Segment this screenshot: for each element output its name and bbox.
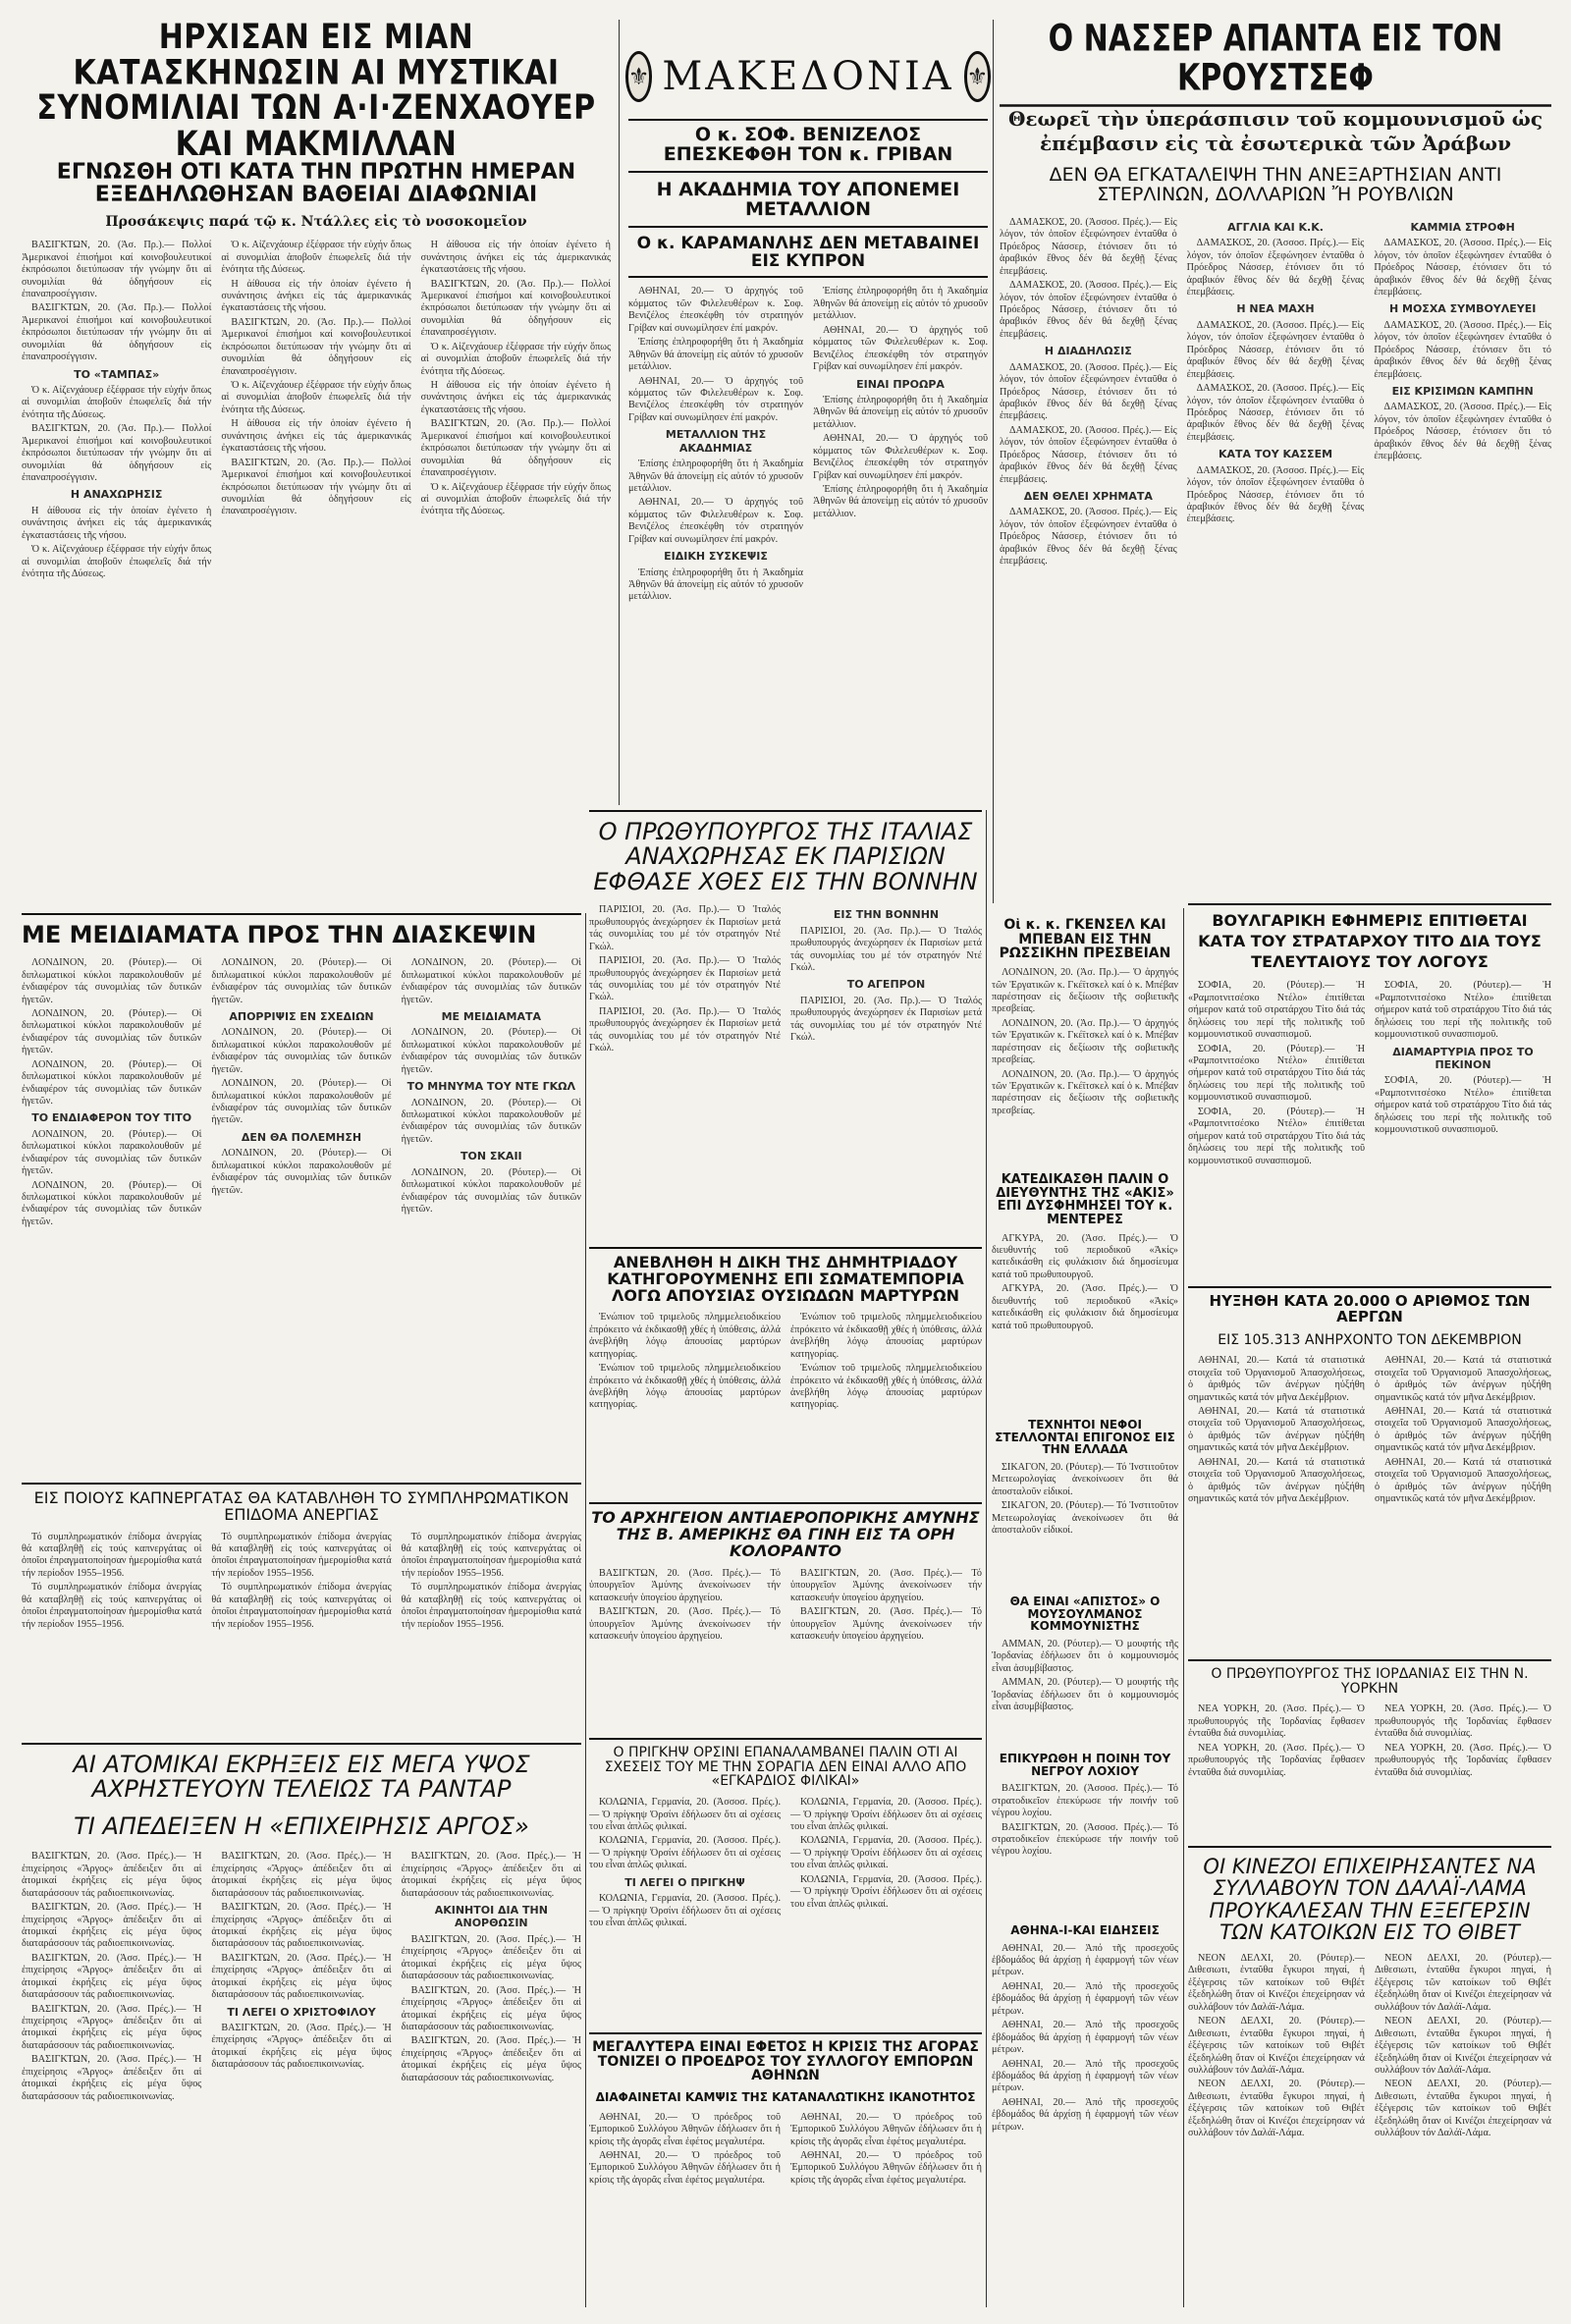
paragraph: ΒΑΣΙΓΚΤΩΝ, 20. (Ἀσσ. Πρές.).— Ἡ ἐπιχείρησις «Ἄργος» ἀπέδειξεν ὅτι αἱ ἀτομικαί ἐκρήξεις εἰς μέγα ὕψος διαταράσσουν τάς ραδιοεπικοινωνίας. bbox=[22, 2003, 202, 2051]
headline-sergeant: ΕΠΙΚΥΡΩΘΗ Η ΠΟΙΝΗ ΤΟΥ ΝΕΓΡΟΥ ΛΟΧΙΟΥ bbox=[999, 1753, 1171, 1778]
paragraph: ΒΑΣΙΓΚΤΩΝ, 20. (Ἀσ. Πρ.).— Πολλοί Ἀμερικανοί ἐπισήμοι καί κοινοβουλευτικοί ἐκπρόσωποι διετύπωσαν τήν γνώμην ὅτι αἱ συνομιλίαι θά ὁδηγήσουν εἰς ἐπαναπροσέγγισιν. bbox=[22, 423, 212, 484]
section-head: ΚΑΜΜΙΑ ΣΤΡΟΦΗ bbox=[1410, 220, 1515, 234]
section-head: ΑΚΙΝΗΤΟΙ ΔΙΑ ΤΗΝ ΑΝΟΡΘΩΣΙΝ bbox=[434, 1904, 548, 1930]
paragraph: Ἐνώπιον τοῦ τριμελοῦς πλημμελειοδικείου ἐπρόκειτο νά ἐκδικασθῇ χθές ἡ ὑπόθεσις, ἀλλά ἀνεβλήθη λόγῳ ἀπουσίας μαρτύρων κατηγορίας. bbox=[790, 1312, 982, 1360]
paragraph: Η ἀίθουσα εἰς τήν ὁποίαν ἐγένετο ἡ συνάντησις ἀνήκει εἰς τάς ἀμερικανικάς ἐγκαταστάσεις τῆς νήσου. bbox=[420, 380, 611, 415]
headline-athens-news: ΑΘΗΝΑ-Ι-ΚΑΙ ΕΙΔΗΣΕΙΣ bbox=[1010, 1924, 1160, 1937]
paragraph: ΝΕΟΝ ΔΕΛΧΙ, 20. (Ρόυτερ).— Διθεσιωτι, ἐνταῦθα ἔγκυροι πηγαί, ἡ ἐξέγερσις τῶν κατοίκων τοῦ Θιβέτ ἐξεδηλώθη ὅταν οἱ Κινέζοι ἐπεχείρησαν νά συλλάβουν τόν Δαλάϊ-Λάμα. bbox=[1375, 1953, 1551, 2013]
article-akis bbox=[992, 1173, 1178, 1409]
headline-clouds: ΤΕΧΝΗΤΟΙ ΝΕΦΟΙ ΣΤΕΛΛΟΝΤΑΙ ΕΠΙΓΟΝΟΣ ΕΙΣ ΤΗΝ ΕΛΛΑΔΑ bbox=[995, 1419, 1175, 1457]
article-market bbox=[589, 2032, 982, 2307]
article-italy bbox=[589, 810, 982, 1134]
headline-karamanlis: Ο κ. ΚΑΡΑΜΑΝΛΗΣ ΔΕΝ ΜΕΤΑΒΑΙΝΕΙ ΕΙΣ ΚΥΠΡΟΝ bbox=[628, 236, 988, 279]
section-head: ΚΑΤΑ ΤΟΥ ΚΑΣΣΕΜ bbox=[1218, 448, 1333, 461]
headline-summit: ΗΡΧΙΣΑΝ ΕΙΣ ΜΙΑΝ ΚΑΤΑΣΚΗΝΩΣΙΝ ΑΙ ΜΥΣΤΙΚΑΙ ΣΥΝΟΜΙΛΙΑΙ ΤΩΝ Α·Ι·ΖΕΝΧΑΟΥΕΡ ΚΑΙ ΜΑΚΜΙΛΛΑΝ bbox=[36, 20, 596, 164]
section-head: Η ΔΙΑΔΗΛΩΣΙΣ bbox=[1044, 345, 1132, 358]
paragraph: Ὁ κ. Αἰζενχάουερ ἐξέφρασε τήν εὐχήν ὅπως αἱ συνομιλίαι ἀποβοῦν ἐπωφελεῖς διά τήν ἑνότητα τῆς Δύσεως. bbox=[221, 380, 411, 415]
paragraph: ΑΜΜΑΝ, 20. (Ρόυτερ).— Ὁ μουφτής τῆς Ἰορδανίας ἐδήλωσεν ὅτι ὁ κομμουνισμός εἶναι ἀσυμβίβαστος. bbox=[992, 1677, 1178, 1712]
section-head: ΕΙΣ ΤΗΝ ΒΟΝΝΗΝ bbox=[833, 908, 940, 922]
paragraph: ΔΑΜΑΣΚΟΣ, 20. (Ἀσσοσ. Πρές.).— Εἰς λόγον, τόν ὁποῖον ἐξεφώνησεν ἐνταῦθα ὁ Πρόεδρος Νάσσερ, ἐτόνισεν ὅτι τό ἀραβικόν ἔθνος δέν θά δεχθῇ ξένας ἐπεμβάσεις. bbox=[1374, 238, 1551, 298]
body-nasser bbox=[1000, 217, 1551, 570]
body-akis bbox=[992, 1233, 1178, 1333]
article-clouds bbox=[992, 1419, 1178, 1591]
paragraph: ΑΘΗΝΑΙ, 20.— Ὁ ἀρχηγός τοῦ κόμματος τῶν Φιλελευθέρων κ. Σοφ. Βενιζέλος ἐπεσκέφθη τόν στρατηγόν Γρίβαν καί συνωμίλησεν ἐπί μακρόν. bbox=[628, 497, 803, 545]
paragraph: ΒΑΣΙΓΚΤΩΝ, 20. (Ἀσ. Πρ.).— Πολλοί Ἀμερικανοί ἐπισήμοι καί κοινοβουλευτικοί ἐκπρόσωποι διετύπωσαν τήν γνώμην ὅτι αἱ συνομιλίαι θά ὁδηγήσουν εἰς ἐπαναπροσέγγισιν. bbox=[420, 278, 611, 339]
paragraph: ΔΑΜΑΣΚΟΣ, 20. (Ἀσσοσ. Πρές.).— Εἰς λόγον, τόν ὁποῖον ἐξεφώνησεν ἐνταῦθα ὁ Πρόεδρος Νάσσερ, ἐτόνισεν ὅτι τό ἀραβικόν ἔθνος δέν θά δεχθῇ ξένας ἐπεμβάσεις. bbox=[1186, 383, 1365, 443]
paragraph: ΚΟΛΩΝΙΑ, Γερμανία, 20. (Ἀσσοσ. Πρές.).— Ὁ πρίγκηψ Ὀρσίνι ἐδήλωσεν ὅτι αἱ σχέσεις του εἶναι ἀπλῶς φιλικαί. bbox=[790, 1835, 982, 1871]
article-benefit bbox=[22, 1483, 581, 1728]
paragraph: ΒΑΣΙΓΚΤΩΝ, 20. (Ἀσσ. Πρές.).— Τό ὑπουργεῖον Ἀμύνης ἀνεκοίνωσεν τήν κατασκευήν ὑπογείου ἀρχηγείου. bbox=[790, 1606, 982, 1643]
article-bulgaria bbox=[1188, 903, 1551, 1276]
paragraph: Ὁ κ. Αἰζενχάουερ ἐξέφρασε τήν εὐχήν ὅπως αἱ συνομιλίαι ἀποβοῦν ἐπωφελεῖς διά τήν ἑνότητα τῆς Δύσεως. bbox=[221, 240, 411, 276]
article-orsini bbox=[589, 1738, 982, 2023]
headline-bulgaria: ΒΟΥΛΓΑΡΙΚΗ ΕΦΗΜΕΡΙΣ ΕΠΙΤΙΘΕΤΑΙ ΚΑΤΑ ΤΟΥ ΣΤΡΑΤΑΡΧΟΥ ΤΙΤΟ ΔΙΑ ΤΟΥΣ ΤΕΛΕΥΤΑΙΟΥΣ ΤΟΥ ΛΟΓΟΥΣ bbox=[1198, 911, 1542, 971]
paragraph: ΣΙΚΑΓΟΝ, 20. (Ρόυτερ).— Τό Ἰνστιτοῦτον Μετεωρολογίας ἀνεκοίνωσεν ὅτι θά ἀποσταλοῦν εἰδικοί. bbox=[992, 1500, 1178, 1536]
paragraph: ΠΑΡΙΣΙΟΙ, 20. (Ἀσ. Πρ.).— Ὁ Ἰταλός πρωθυπουργός ἀνεχώρησεν ἐκ Παρισίων μετά τάς συνομιλίας του μέ τόν στρατηγόν Ντέ Γκώλ. bbox=[790, 995, 982, 1044]
paragraph: ΒΑΣΙΓΚΤΩΝ, 20. (Ἀσ. Πρ.).— Πολλοί Ἀμερικανοί ἐπισήμοι καί κοινοβουλευτικοί ἐκπρόσωποι διετύπωσαν τήν γνώμην ὅτι αἱ συνομιλίαι θά ὁδηγήσουν εἰς ἐπαναπροσέγγισιν. bbox=[221, 316, 411, 377]
paragraph: ΚΟΛΩΝΙΑ, Γερμανία, 20. (Ἀσσοσ. Πρές.).— Ὁ πρίγκηψ Ὀρσίνι ἐδήλωσεν ὅτι αἱ σχέσεις του εἶναι ἀπλῶς φιλικαί. bbox=[589, 1835, 781, 1871]
paragraph: Τό συμπληρωματικόν ἐπίδομα ἀνεργίας θά καταβληθῇ εἰς τούς καπνεργάτας οἱ ὁποῖοι ἐπραγματοποίησαν ἡμερομίσθια κατά τήν περίοδον 1955–1956. bbox=[401, 1582, 581, 1630]
article-summit bbox=[22, 20, 611, 658]
paragraph: ΚΟΛΩΝΙΑ, Γερμανία, 20. (Ἀσσοσ. Πρές.).— Ὁ πρίγκηψ Ὀρσίνι ἐδήλωσεν ὅτι αἱ σχέσεις του εἶναι ἀπλῶς φιλικαί. bbox=[790, 1797, 982, 1832]
section-head: ΤΟΝ ΣΚΑΙΙ bbox=[460, 1150, 522, 1163]
paragraph: ΑΘΗΝΑΙ, 20.— Ἀπό τῆς προσεχοῦς ἑβδομάδος θά ἀρχίσῃ ἡ ἐφαρμογή τῶν νέων μέτρων. bbox=[992, 2096, 1178, 2133]
paragraph: ΒΑΣΙΓΚΤΩΝ, 20. (Ἀσσ. Πρές.).— Ἡ ἐπιχείρησις «Ἄργος» ἀπέδειξεν ὅτι αἱ ἀτομικαί ἐκρήξεις εἰς μέγα ὕψος διαταράσσουν τάς ραδιοεπικοινωνίας. bbox=[22, 1952, 202, 2001]
subhead-unemployed: ΕΙΣ 105.313 ΑΝΗΡΧΟΝΤΟ ΤΟΝ ΔΕΚΕΜΒΡΙΟΝ bbox=[1218, 1331, 1522, 1348]
headline-benefit: ΕΙΣ ΠΟΙΟΥΣ ΚΑΠΝΕΡΓΑΤΑΣ ΘΑ ΚΑΤΑΒΛΗΘΗ ΤΟ ΣΥΜΠΛΗΡΩΜΑΤΙΚΟΝ ΕΠΙΔΟΜΑ ΑΝΕΡΓΙΑΣ bbox=[33, 1488, 569, 1524]
paragraph: Ἐπίσης ἐπληροφορήθη ὅτι ἡ Ἀκαδημία Ἀθηνῶν θά ἀπονείμῃ εἰς αὐτόν τό χρυσοῦν μετάλλιον. bbox=[628, 567, 803, 603]
paragraph: ΑΘΗΝΑΙ, 20.— Ὁ ἀρχηγός τοῦ κόμματος τῶν Φιλελευθέρων κ. Σοφ. Βενιζέλος ἐπεσκέφθη τόν στρατηγόν Γρίβαν καί συνωμίλησεν ἐπί μακρόν. bbox=[628, 286, 803, 334]
paragraph: Ὁ κ. Αἰζενχάουερ ἐξέφρασε τήν εὐχήν ὅπως αἱ συνομιλίαι ἀποβοῦν ἐπωφελεῖς διά τήν ἑνότητα τῆς Δύσεως. bbox=[420, 341, 611, 377]
body-italy bbox=[589, 904, 982, 1056]
paragraph: ΑΓΚΥΡΑ, 20. (Ἀσσ. Πρές.).— Ὁ διευθυντής τοῦ περιοδικοῦ «Ἀκίς» κατεδικάσθη εἰς φυλάκισιν διά δημοσίευμα κατά τοῦ πρωθυπουργοῦ. bbox=[992, 1232, 1178, 1280]
paragraph: Ἐπίσης ἐπληροφορήθη ὅτι ἡ Ἀκαδημία Ἀθηνῶν θά ἀπονείμῃ εἰς αὐτόν τό χρυσοῦν μετάλλιον. bbox=[813, 286, 988, 322]
paragraph: ΒΑΣΙΓΚΤΩΝ, 20. (Ἀσ. Πρ.).— Πολλοί Ἀμερικανοί ἐπισήμοι καί κοινοβουλευτικοί ἐκπρόσωποι διετύπωσαν τήν γνώμην ὅτι αἱ συνομιλίαι θά ὁδηγήσουν εἰς ἐπαναπροσέγγισιν. bbox=[420, 418, 611, 479]
paragraph: Ἐπίσης ἐπληροφορήθη ὅτι ἡ Ἀκαδημία Ἀθηνῶν θά ἀπονείμῃ εἰς αὐτόν τό χρυσοῦν μετάλλιον. bbox=[813, 394, 988, 430]
article-nasser bbox=[1000, 20, 1551, 903]
section-head: ΕΙΣ ΚΡΙΣΙΜΩΝ ΚΑΜΠΗΝ bbox=[1391, 385, 1534, 399]
strap-summit: Προσάκεψις παρά τῷ κ. Ντάλλες εἰς τὸ νοσοκομεῖον bbox=[105, 214, 527, 231]
paragraph: Ἐπίσης ἐπληροφορήθη ὅτι ἡ Ἀκαδημία Ἀθηνῶν θά ἀπονείμῃ εἰς αὐτόν τό χρυσοῦν μετάλλιον. bbox=[628, 337, 803, 373]
article-sergeant bbox=[992, 1753, 1178, 1915]
body-muslims bbox=[992, 1639, 1178, 1714]
headline-academy: Η ΑΚΑΔΗΜΙΑ ΤΟΥ ΑΠΟΝΕΜΕΙ ΜΕΤΑΛΛΙΟΝ bbox=[628, 181, 988, 228]
body-jordan bbox=[1188, 1703, 1551, 1781]
paragraph: Ἐπίσης ἐπληροφορήθη ὅτι ἡ Ἀκαδημία Ἀθηνῶν θά ἀπονείμῃ εἰς αὐτόν τό χρυσοῦν μετάλλιον. bbox=[628, 459, 803, 494]
paragraph: ΑΘΗΝΑΙ, 20.— Ἀπό τῆς προσεχοῦς ἑβδομάδος θά ἀρχίσῃ ἡ ἐφαρμογή τῶν νέων μέτρων. bbox=[992, 1980, 1178, 2017]
paragraph: ΒΑΣΙΓΚΤΩΝ, 20. (Ἀσσ. Πρές.).— Ἡ ἐπιχείρησις «Ἄργος» ἀπέδειξεν ὅτι αἱ ἀτομικαί ἐκρήξεις εἰς μέγα ὕψος διαταράσσουν τάς ραδιοεπικοινωνίας. bbox=[401, 2035, 581, 2083]
paragraph: ΛΟΝΔΙΝΟΝ, 20. (Ρόυτερ).— Οἱ διπλωματικοί κύκλοι παρακολουθοῦν μέ ἐνδιαφέρον τάς συνομιλίας τῶν δυτικῶν ἡγετῶν. bbox=[22, 1179, 202, 1227]
paragraph: Ἐνώπιον τοῦ τριμελοῦς πλημμελειοδικείου ἐπρόκειτο νά ἐκδικασθῇ χθές ἡ ὑπόθεσις, ἀλλά ἀνεβλήθη λόγῳ ἀπουσίας μαρτύρων κατηγορίας. bbox=[790, 1363, 982, 1411]
paragraph: ΒΑΣΙΓΚΤΩΝ, 20. (Ἀσ. Πρ.).— Πολλοί Ἀμερικανοί ἐπισήμοι καί κοινοβουλευτικοί ἐκπρόσωποι διετύπωσαν τήν γνώμην ὅτι αἱ συνομιλίαι θά ὁδηγήσουν εἰς ἐπαναπροσέγγισιν. bbox=[221, 457, 411, 517]
paragraph: ΛΟΝΔΙΝΟΝ, 20. (Ρόυτερ).— Οἱ διπλωματικοί κύκλοι παρακολουθοῦν μέ ἐνδιαφέρον τάς συνομιλίας τῶν δυτικῶν ἡγετῶν. bbox=[211, 1148, 392, 1196]
paragraph: ΑΘΗΝΑΙ, 20.— Ὁ πρόεδρος τοῦ Ἐμπορικοῦ Συλλόγου Ἀθηνῶν ἐδήλωσεν ὅτι ἡ κρίσις τῆς ἀγορᾶς εἶναι ἐφέτος μεγαλυτέρα. bbox=[790, 2111, 982, 2147]
section-head: ΕΙΔΙΚΗ ΣΥΣΚΕΨΙΣ bbox=[664, 550, 768, 564]
paragraph: Η ἀίθουσα εἰς τήν ὁποίαν ἐγένετο ἡ συνάντησις ἀνήκει εἰς τάς ἀμερικανικάς ἐγκαταστάσεις τῆς νήσου. bbox=[221, 278, 411, 314]
section-head: ΤΟ ΑΓΕΠΡΟΝ bbox=[846, 978, 926, 992]
paragraph: ΑΘΗΝΑΙ, 20.— Ὁ πρόεδρος τοῦ Ἐμπορικοῦ Συλλόγου Ἀθηνῶν ἐδήλωσεν ὅτι ἡ κρίσις τῆς ἀγορᾶς εἶναι ἐφέτος μεγαλυτέρα. bbox=[589, 2111, 781, 2147]
paragraph: ΑΘΗΝΑΙ, 20.— Κατά τά στατιστικά στοιχεῖα τοῦ Ὀργανισμοῦ Ἀπασχολήσεως, ὁ ἀριθμός τῶν ἀνέργων ηὐξήθη σημαντικῶς κατά τόν μῆνα Δεκέμβριον. bbox=[1188, 1456, 1365, 1504]
article-antiair bbox=[589, 1502, 982, 1728]
paragraph: ΔΑΜΑΣΚΟΣ, 20. (Ἀσσοσ. Πρές.).— Εἰς λόγον, τόν ὁποῖον ἐξεφώνησεν ἐνταῦθα ὁ Πρόεδρος Νάσσερ, ἐτόνισεν ὅτι τό ἀραβικόν ἔθνος δέν θά δεχθῇ ξένας ἐπεμβάσεις. bbox=[1000, 361, 1177, 422]
section-head: ΜΕΤΑΛΛΙΟΝ ΤΗΣ ΑΚΑΔΗΜΙΑΣ bbox=[665, 428, 767, 455]
paragraph: ΑΘΗΝΑΙ, 20.— Ὁ ἀρχηγός τοῦ κόμματος τῶν Φιλελευθέρων κ. Σοφ. Βενιζέλος ἐπεσκέφθη τόν στρατηγόν Γρίβαν καί συνωμίλησεν ἐπί μακρόν. bbox=[813, 433, 988, 481]
paragraph: ΒΑΣΙΓΚΤΩΝ, 20. (Ἀσσ. Πρές.).— Ἡ ἐπιχείρησις «Ἄργος» ἀπέδειξεν ὅτι αἱ ἀτομικαί ἐκρήξεις εἰς μέγα ὕψος διαταράσσουν τάς ραδιοεπικοινωνίας. bbox=[211, 1851, 392, 1899]
body-market bbox=[589, 2112, 982, 2189]
paragraph: ΒΑΣΙΓΚΤΩΝ, 20. (Ἀσσοσ. Πρές.).— Τό στρατοδικεῖον ἐπεκύρωσε τήν ποινήν τοῦ νέγρου λοχίου. bbox=[992, 1821, 1178, 1858]
body-summit bbox=[22, 240, 611, 582]
section-head: ΤΙ ΛΕΓΕΙ Ο ΧΡΙΣΤΟΦΙΛΟΥ bbox=[227, 2005, 376, 2019]
paragraph: Ἐνώπιον τοῦ τριμελοῦς πλημμελειοδικείου ἐπρόκειτο νά ἐκδικασθῇ χθές ἡ ὑπόθεσις, ἀλλά ἀνεβλήθη λόγῳ ἀπουσίας μαρτύρων κατηγορίας. bbox=[589, 1363, 781, 1411]
body-benefit bbox=[22, 1532, 581, 1634]
paragraph: ΑΘΗΝΑΙ, 20.— Κατά τά στατιστικά στοιχεῖα τοῦ Ὀργανισμοῦ Ἀπασχολήσεως, ὁ ἀριθμός τῶν ἀνέργων ηὐξήθη σημαντικῶς κατά τόν μῆνα Δεκέμβριον. bbox=[1188, 1405, 1365, 1454]
paragraph: ΝΕΟΝ ΔΕΛΧΙ, 20. (Ρόυτερ).— Διθεσιωτι, ἐνταῦθα ἔγκυροι πηγαί, ἡ ἐξέγερσις τῶν κατοίκων τοῦ Θιβέτ ἐξεδηλώθη ὅταν οἱ Κινέζοι ἐπεχείρησαν νά συλλάβουν τόν Δαλάϊ-Λάμα. bbox=[1188, 1953, 1365, 2013]
subhead-nasser-2: ΔΕΝ ΘΑ ΕΓΚΑΤΑΛΕΙΨΗ ΤΗΝ ΑΝΕΞΑΡΤΗΣΙΑΝ ΑΝΤΙ ΣΤΕΡΛΙΝΩΝ, ΔΟΛΛΑΡΙΩΝ Ἤ ΡΟΥΒΛΙΩΝ bbox=[1049, 164, 1502, 205]
paragraph: Τό συμπληρωματικόν ἐπίδομα ἀνεργίας θά καταβληθῇ εἰς τούς καπνεργάτας οἱ ὁποῖοι ἐπραγματοποίησαν ἡμερομίσθια κατά τήν περίοδον 1955–1956. bbox=[211, 1531, 392, 1579]
paragraph: ΠΑΡΙΣΙΟΙ, 20. (Ἀσ. Πρ.).— Ὁ Ἰταλός πρωθυπουργός ἀνεχώρησεν ἐκ Παρισίων μετά τάς συνομιλίας του μέ τόν στρατηγόν Ντέ Γκώλ. bbox=[790, 925, 982, 974]
newspaper-title: ΜΑΚΕΔΟΝΙΑ bbox=[662, 54, 954, 99]
paragraph: ΛΟΝΔΙΝΟΝ, 20. (Ρόυτερ).— Οἱ διπλωματικοί κύκλοι παρακολουθοῦν μέ ἐνδιαφέρον τάς συνομιλίας τῶν δυτικῶν ἡγετῶν. bbox=[22, 957, 202, 1005]
seal-icon: ⚜ bbox=[625, 51, 653, 102]
paragraph: ΑΘΗΝΑΙ, 20.— Ὁ πρόεδρος τοῦ Ἐμπορικοῦ Συλλόγου Ἀθηνῶν ἐδήλωσεν ὅτι ἡ κρίσις τῆς ἀγορᾶς εἶναι ἐφέτος μεγαλυτέρα. bbox=[589, 2149, 781, 2186]
section-head: ΜΕ ΜΕΙΔΙΑΜΑΤΑ bbox=[441, 1009, 542, 1023]
paragraph: ΒΑΣΙΓΚΤΩΝ, 20. (Ἀσ. Πρ.).— Πολλοί Ἀμερικανοί ἐπισήμοι καί κοινοβουλευτικοί ἐκπρόσωποι διετύπωσαν τήν γνώμην ὅτι αἱ συνομιλίαι θά ὁδηγήσουν εἰς ἐπαναπροσέγγισιν. bbox=[22, 240, 212, 299]
section-head: ΑΓΓΛΙΑ ΚΑΙ Κ.Κ. bbox=[1227, 220, 1324, 234]
body-atomic bbox=[22, 1851, 581, 2105]
paragraph: ΛΟΝΔΙΝΟΝ, 20. (Ἀσ. Πρ.).— Ὁ ἀρχηγός τῶν Ἐργατικῶν κ. Γκέϊτσκελ καί ὁ κ. Μπέβαν παρέστησαν εἰς δεξίωσιν τῆς σοβιετικῆς πρεσβείας. bbox=[992, 1017, 1178, 1066]
column-rule bbox=[585, 913, 586, 2307]
paragraph: Τό συμπληρωματικόν ἐπίδομα ἀνεργίας θά καταβληθῇ εἰς τούς καπνεργάτας οἱ ὁποῖοι ἐπραγματοποίησαν ἡμερομίσθια κατά τήν περίοδον 1955–1956. bbox=[22, 1582, 202, 1630]
paragraph: Ἐπίσης ἐπληροφορήθη ὅτι ἡ Ἀκαδημία Ἀθηνῶν θά ἀπονείμῃ εἰς αὐτόν τό χρυσοῦν μετάλλιον. bbox=[813, 483, 988, 519]
section-head: Η ΑΝΑΧΩΡΗΣΙΣ bbox=[70, 488, 163, 502]
body-bulgaria bbox=[1188, 980, 1551, 1169]
paragraph: ΛΟΝΔΙΝΟΝ, 20. (Ρόυτερ).— Οἱ διπλωματικοί κύκλοι παρακολουθοῦν μέ ἐνδιαφέρον τάς συνομιλίας τῶν δυτικῶν ἡγετῶν. bbox=[211, 1027, 392, 1075]
article-gaitskell bbox=[992, 918, 1178, 1163]
paragraph: ΛΟΝΔΙΝΟΝ, 20. (Ρόυτερ).— Οἱ διπλωματικοί κύκλοι παρακολουθοῦν μέ ἐνδιαφέρον τάς συνομιλίας τῶν δυτικῶν ἡγετῶν. bbox=[401, 957, 581, 1005]
paragraph: ΝΕΑ ΥΟΡΚΗ, 20. (Ἀσσ. Πρές.).— Ὁ πρωθυπουργός τῆς Ἰορδανίας ἔφθασεν ἐνταῦθα διά συνομιλίας. bbox=[1188, 1703, 1365, 1740]
paragraph: ΛΟΝΔΙΝΟΝ, 20. (Ρόυτερ).— Οἱ διπλωματικοί κύκλοι παρακολουθοῦν μέ ἐνδιαφέρον τάς συνομιλίας τῶν δυτικῶν ἡγετῶν. bbox=[22, 1007, 202, 1056]
paragraph: ΑΘΗΝΑΙ, 20.— Κατά τά στατιστικά στοιχεῖα τοῦ Ὀργανισμοῦ Ἀπασχολήσεως, ὁ ἀριθμός τῶν ἀνέργων ηὐξήθη σημαντικῶς κατά τόν μῆνα Δεκέμβριον. bbox=[1375, 1456, 1551, 1504]
paragraph: ΒΑΣΙΓΚΤΩΝ, 20. (Ἀσσ. Πρές.).— Ἡ ἐπιχείρησις «Ἄργος» ἀπέδειξεν ὅτι αἱ ἀτομικαί ἐκρήξεις εἰς μέγα ὕψος διαταράσσουν τάς ραδιοεπικοινωνίας. bbox=[22, 1902, 202, 1950]
subhead-market: ΔΙΑΦΑΙΝΕΤΑΙ ΚΑΜΨΙΣ ΤΗΣ ΚΑΤΑΝΑΛΩΤΙΚΗΣ ΙΚΑΝΟΤΗΤΟΣ bbox=[595, 2090, 976, 2105]
paragraph: ΚΟΛΩΝΙΑ, Γερμανία, 20. (Ἀσσοσ. Πρές.).— Ὁ πρίγκηψ Ὀρσίνι ἐδήλωσεν ὅτι αἱ σχέσεις του εἶναι ἀπλῶς φιλικαί. bbox=[589, 1797, 781, 1832]
paragraph: ΝΕΑ ΥΟΡΚΗ, 20. (Ἀσσ. Πρές.).— Ὁ πρωθυπουργός τῆς Ἰορδανίας ἔφθασεν ἐνταῦθα διά συνομιλίας. bbox=[1375, 1742, 1551, 1778]
body-clouds bbox=[992, 1462, 1178, 1538]
section-head: Η ΜΟΣΧΑ ΣΥΜΒΟΥΛΕΥΕΙ bbox=[1388, 302, 1537, 316]
paragraph: ΑΘΗΝΑΙ, 20.— Ὁ πρόεδρος τοῦ Ἐμπορικοῦ Συλλόγου Ἀθηνῶν ἐδήλωσεν ὅτι ἡ κρίσις τῆς ἀγορᾶς εἶναι ἐφέτος μεγαλυτέρα. bbox=[790, 2149, 982, 2186]
paragraph: ΒΑΣΙΓΚΤΩΝ, 20. (Ἀσσ. Πρές.).— Ἡ ἐπιχείρησις «Ἄργος» ἀπέδειξεν ὅτι αἱ ἀτομικαί ἐκρήξεις εἰς μέγα ὕψος διαταράσσουν τάς ραδιοεπικοινωνίας. bbox=[211, 1952, 392, 2001]
subhead-nasser: Θεωρεῖ τὴν ὑπεράσπισιν τοῦ κομμουνισμοῦ ὡς ἐπέμβασιν εἰς τὰ ἐσωτερικὰ τῶν Ἀράβων bbox=[1007, 107, 1544, 155]
paragraph: ΛΟΝΔΙΝΟΝ, 20. (Ρόυτερ).— Οἱ διπλωματικοί κύκλοι παρακολουθοῦν μέ ἐνδιαφέρον τάς συνομιλίας τῶν δυτικῶν ἡγετῶν. bbox=[401, 1027, 581, 1075]
column-rule bbox=[986, 810, 987, 2307]
paragraph: ΝΕΟΝ ΔΕΛΧΙ, 20. (Ρόυτερ).— Διθεσιωτι, ἐνταῦθα ἔγκυροι πηγαί, ἡ ἐξέγερσις τῶν κατοίκων τοῦ Θιβέτ ἐξεδηλώθη ὅταν οἱ Κινέζοι ἐπεχείρησαν νά συλλάβουν τόν Δαλάϊ-Λάμα. bbox=[1375, 2079, 1551, 2139]
headline-italy: Ο ΠΡΩΘΥΠΟΥΡΓΟΣ ΤΗΣ ΙΤΑΛΙΑΣ ΑΝΑΧΩΡΗΣΑΣ ΕΚ ΠΑΡΙΣΙΩΝ ΕΦΘΑΣΕ ΧΘΕΣ ΕΙΣ ΤΗΝ ΒΟΝΝΗΝ bbox=[593, 818, 978, 895]
paragraph: Ὁ κ. Αἰζενχάουερ ἐξέφρασε τήν εὐχήν ὅπως αἱ συνομιλίαι ἀποβοῦν ἐπωφελεῖς διά τήν ἑνότητα τῆς Δύσεως. bbox=[22, 544, 212, 580]
section-head: ΔΙΑΜΑΡΤΥΡΙΑ ΠΡΟΣ ΤΟ ΠΕΚΙΝΟΝ bbox=[1392, 1045, 1534, 1071]
paragraph: ΣΟΦΙΑ, 20. (Ρόυτερ).— Ἡ «Ραμποτνιτσέσκο Ντέλο» ἐπιτίθεται σήμερον κατά τοῦ στρατάρχου Τίτο διά τάς δηλώσεις του περί τῆς πολιτικῆς τοῦ κομμουνιστικοῦ συνασπισμοῦ. bbox=[1188, 1043, 1365, 1104]
paragraph: ΑΘΗΝΑΙ, 20.— Κατά τά στατιστικά στοιχεῖα τοῦ Ὀργανισμοῦ Ἀπασχολήσεως, ὁ ἀριθμός τῶν ἀνέργων ηὐξήθη σημαντικῶς κατά τόν μῆνα Δεκέμβριον. bbox=[1375, 1355, 1551, 1403]
body-orsini bbox=[589, 1797, 982, 1931]
paragraph: ΝΕΟΝ ΔΕΛΧΙ, 20. (Ρόυτερ).— Διθεσιωτι, ἐνταῦθα ἔγκυροι πηγαί, ἡ ἐξέγερσις τῶν κατοίκων τοῦ Θιβέτ ἐξεδηλώθη ὅταν οἱ Κινέζοι ἐπεχείρησαν νά συλλάβουν τόν Δαλάϊ-Λάμα. bbox=[1188, 2079, 1365, 2139]
paragraph: ΒΑΣΙΓΚΤΩΝ, 20. (Ἀσσ. Πρές.).— Ἡ ἐπιχείρησις «Ἄργος» ἀπέδειξεν ὅτι αἱ ἀτομικαί ἐκρήξεις εἰς μέγα ὕψος διαταράσσουν τάς ραδιοεπικοινωνίας. bbox=[22, 1851, 202, 1899]
article-venizelos bbox=[628, 126, 988, 803]
paragraph: ΔΑΜΑΣΚΟΣ, 20. (Ἀσσοσ. Πρές.).— Εἰς λόγον, τόν ὁποῖον ἐξεφώνησεν ἐνταῦθα ὁ Πρόεδρος Νάσσερ, ἐτόνισεν ὅτι τό ἀραβικόν ἔθνος δέν θά δεχθῇ ξένας ἐπεμβάσεις. bbox=[1186, 319, 1365, 380]
section-head: ΕΙΝΑΙ ΠΡΟΩΡΑ bbox=[856, 377, 945, 391]
body-athens-news bbox=[992, 1943, 1178, 2135]
paragraph: ΣΟΦΙΑ, 20. (Ρόυτερ).— Ἡ «Ραμποτνιτσέσκο Ντέλο» ἐπιτίθεται σήμερον κατά τοῦ στρατάρχου Τίτο διά τάς δηλώσεις του περί τῆς πολιτικῆς τοῦ κομμουνιστικοῦ συνασπισμοῦ. bbox=[1375, 980, 1551, 1041]
paragraph: Ὁ κ. Αἰζενχάουερ ἐξέφρασε τήν εὐχήν ὅπως αἱ συνομιλίαι ἀποβοῦν ἐπωφελεῖς διά τήν ἑνότητα τῆς Δύσεως. bbox=[420, 481, 611, 517]
paragraph: ΑΘΗΝΑΙ, 20.— Ἀπό τῆς προσεχοῦς ἑβδομάδος θά ἀρχίσῃ ἡ ἐφαρμογή τῶν νέων μέτρων. bbox=[992, 2058, 1178, 2094]
paragraph: ΑΓΚΥΡΑ, 20. (Ἀσσ. Πρές.).— Ὁ διευθυντής τοῦ περιοδικοῦ «Ἀκίς» κατεδικάσθη εἰς φυλάκισιν διά δημοσίευμα κατά τοῦ πρωθυπουργοῦ. bbox=[992, 1283, 1178, 1331]
paragraph: ΑΘΗΝΑΙ, 20.— Κατά τά στατιστικά στοιχεῖα τοῦ Ὀργανισμοῦ Ἀπασχολήσεως, ὁ ἀριθμός τῶν ἀνέργων ηὐξήθη σημαντικῶς κατά τόν μῆνα Δεκέμβριον. bbox=[1375, 1405, 1551, 1454]
paragraph: ΝΕΟΝ ΔΕΛΧΙ, 20. (Ρόυτερ).— Διθεσιωτι, ἐνταῦθα ἔγκυροι πηγαί, ἡ ἐξέγερσις τῶν κατοίκων τοῦ Θιβέτ ἐξεδηλώθη ὅταν οἱ Κινέζοι ἐπεχείρησαν νά συλλάβουν τόν Δαλάϊ-Λάμα. bbox=[1188, 2016, 1365, 2076]
paragraph: ΑΘΗΝΑΙ, 20.— Ἀπό τῆς προσεχοῦς ἑβδομάδος θά ἀρχίσῃ ἡ ἐφαρμογή τῶν νέων μέτρων. bbox=[992, 2020, 1178, 2056]
paragraph: ΒΑΣΙΓΚΤΩΝ, 20. (Ἀσσ. Πρές.).— Ἡ ἐπιχείρησις «Ἄργος» ἀπέδειξεν ὅτι αἱ ἀτομικαί ἐκρήξεις εἰς μέγα ὕψος διαταράσσουν τάς ραδιοεπικοινωνίας. bbox=[211, 2022, 392, 2071]
seal-icon: ⚜ bbox=[964, 51, 992, 102]
headline-nasser: Ο ΝΑΣΣΕΡ ΑΠΑΝΤΑ ΕΙΣ ΤΟΝ ΚΡΟΥΣΤΣΕΦ bbox=[1000, 20, 1551, 107]
paragraph: ΝΕΑ ΥΟΡΚΗ, 20. (Ἀσσ. Πρές.).— Ὁ πρωθυπουργός τῆς Ἰορδανίας ἔφθασεν ἐνταῦθα διά συνομιλίας. bbox=[1188, 1742, 1365, 1778]
paragraph: ΒΑΣΙΓΚΤΩΝ, 20. (Ἀσσ. Πρές.).— Τό ὑπουργεῖον Ἀμύνης ἀνεκοίνωσεν τήν κατασκευήν ὑπογείου ἀρχηγείου. bbox=[589, 1567, 781, 1603]
body-antiair bbox=[589, 1568, 982, 1646]
headline-akis: ΚΑΤΕΔΙΚΑΣΘΗ ΠΑΛΙΝ Ο ΔΙΕΥΘΥΝΤΗΣ ΤΗΣ «ΑΚΙΣ» ΕΠΙ ΔΥΣΦΗΜΗΣΕΙ ΤΟΥ κ. ΜΕΝΤΕΡΕΣ bbox=[996, 1173, 1174, 1227]
section-head: ΑΠΟΡΡΙΨΙΣ ΕΝ ΣΧΕΔΙΩΝ bbox=[229, 1009, 374, 1023]
paragraph: ΑΘΗΝΑΙ, 20.— Κατά τά στατιστικά στοιχεῖα τοῦ Ὀργανισμοῦ Ἀπασχολήσεως, ὁ ἀριθμός τῶν ἀνέργων ηὐξήθη σημαντικῶς κατά τόν μῆνα Δεκέμβριον. bbox=[1188, 1355, 1365, 1403]
article-tibet bbox=[1188, 1846, 1551, 2307]
article-unemployed bbox=[1188, 1286, 1551, 1649]
paragraph: ΒΑΣΙΓΚΤΩΝ, 20. (Ἀσσ. Πρές.).— Ἡ ἐπιχείρησις «Ἄργος» ἀπέδειξεν ὅτι αἱ ἀτομικαί ἐκρήξεις εἰς μέγα ὕψος διαταράσσουν τάς ραδιοεπικοινωνίας. bbox=[22, 2054, 202, 2102]
paragraph: ΛΟΝΔΙΝΟΝ, 20. (Ρόυτερ).— Οἱ διπλωματικοί κύκλοι παρακολουθοῦν μέ ἐνδιαφέρον τάς συνομιλίας τῶν δυτικῶν ἡγετῶν. bbox=[401, 1166, 581, 1215]
paragraph: ΝΕΑ ΥΟΡΚΗ, 20. (Ἀσσ. Πρές.).— Ὁ πρωθυπουργός τῆς Ἰορδανίας ἔφθασεν ἐνταῦθα διά συνομιλίας. bbox=[1375, 1703, 1551, 1740]
paragraph: ΒΑΣΙΓΚΤΩΝ, 20. (Ἀσσ. Πρές.).— Ἡ ἐπιχείρησις «Ἄργος» ἀπέδειξεν ὅτι αἱ ἀτομικαί ἐκρήξεις εἰς μέγα ὕψος διαταράσσουν τάς ραδιοεπικοινωνίας. bbox=[401, 1984, 581, 2032]
column-rule bbox=[1183, 908, 1184, 2307]
headline-smiles: ΜΕ ΜΕΙΔΙΑΜΑΤΑ ΠΡΟΣ ΤΗΝ ΔΙΑΣΚΕΨΙΝ bbox=[22, 921, 537, 948]
section-head: ΔΕΝ ΘΑ ΠΟΛΕΜΗΣΗ bbox=[241, 1130, 362, 1144]
paragraph: ΒΑΣΙΓΚΤΩΝ, 20. (Ἀσσ. Πρές.).— Τό ὑπουργεῖον Ἀμύνης ἀνεκοίνωσεν τήν κατασκευήν ὑπογείου ἀρχηγείου. bbox=[589, 1606, 781, 1643]
paragraph: ΠΑΡΙΣΙΟΙ, 20. (Ἀσ. Πρ.).— Ὁ Ἰταλός πρωθυπουργός ἀνεχώρησεν ἐκ Παρισίων μετά τάς συνομιλίας του μέ τόν στρατηγόν Ντέ Γκώλ. bbox=[589, 904, 781, 952]
paragraph: ΛΟΝΔΙΝΟΝ, 20. (Ἀσ. Πρ.).— Ὁ ἀρχηγός τῶν Ἐργατικῶν κ. Γκέϊτσκελ καί ὁ κ. Μπέβαν παρέστησαν εἰς δεξίωσιν τῆς σοβιετικῆς πρεσβείας. bbox=[992, 1068, 1178, 1116]
paragraph: ΑΘΗΝΑΙ, 20.— Ἀπό τῆς προσεχοῦς ἑβδομάδος θά ἀρχίσῃ ἡ ἐφαρμογή τῶν νέων μέτρων. bbox=[992, 1942, 1178, 1978]
article-jordan bbox=[1188, 1659, 1551, 1836]
paragraph: Η ἀίθουσα εἰς τήν ὁποίαν ἐγένετο ἡ συνάντησις ἀνήκει εἰς τάς ἀμερικανικάς ἐγκαταστάσεις τῆς νήσου. bbox=[420, 240, 611, 276]
body-gaitskell bbox=[992, 967, 1178, 1117]
paragraph: Η ἀίθουσα εἰς τήν ὁποίαν ἐγένετο ἡ συνάντησις ἀνήκει εἰς τάς ἀμερικανικάς ἐγκαταστάσεις τῆς νήσου. bbox=[22, 505, 212, 541]
headline-orsini: Ο ΠΡΙΓΚΗΨ ΟΡΣΙΝΙ ΕΠΑΝΑΛΑΜΒΑΝΕΙ ΠΑΛΙΝ ΟΤΙ ΑΙ ΣΧΕΣΕΙΣ ΤΟΥ ΜΕ ΤΗΝ ΣΟΡΑΓΙΑ ΔΕΝ ΕΙΝΑΙ ΑΛΛΟ ΑΠΟ «ΕΓΚΑΡΔΙΟΣ ΦΙΛΙΚΑΙ» bbox=[604, 1745, 967, 1790]
paragraph: ΔΑΜΑΣΚΟΣ, 20. (Ἀσσοσ. Πρές.).— Εἰς λόγον, τόν ὁποῖον ἐξεφώνησεν ἐνταῦθα ὁ Πρόεδρος Νάσσερ, ἐτόνισεν ὅτι τό ἀραβικόν ἔθνος δέν θά δεχθῇ ξένας ἐπεμβάσεις. bbox=[1374, 319, 1551, 380]
paragraph: ΚΟΛΩΝΙΑ, Γερμανία, 20. (Ἀσσοσ. Πρές.).— Ὁ πρίγκηψ Ὀρσίνι ἐδήλωσεν ὅτι αἱ σχέσεις του εἶναι ἀπλῶς φιλικαί. bbox=[589, 1893, 781, 1928]
paragraph: ΛΟΝΔΙΝΟΝ, 20. (Ρόυτερ).— Οἱ διπλωματικοί κύκλοι παρακολουθοῦν μέ ἐνδιαφέρον τάς συνομιλίας τῶν δυτικῶν ἡγετῶν. bbox=[22, 1128, 202, 1177]
section-head: ΔΕΝ ΘΕΛΕΙ ΧΡΗΜΑΤΑ bbox=[1023, 490, 1153, 504]
paragraph: ΑΜΜΑΝ, 20. (Ρόυτερ).— Ὁ μουφτής τῆς Ἰορδανίας ἐδήλωσεν ὅτι ὁ κομμουνισμός εἶναι ἀσυμβίβαστος. bbox=[992, 1638, 1178, 1674]
paragraph: ΣΙΚΑΓΟΝ, 20. (Ρόυτερ).— Τό Ἰνστιτοῦτον Μετεωρολογίας ἀνεκοίνωσεν ὅτι θά ἀποσταλοῦν εἰδικοί. bbox=[992, 1461, 1178, 1497]
body-unemployed bbox=[1188, 1355, 1551, 1507]
paragraph: ΠΑΡΙΣΙΟΙ, 20. (Ἀσ. Πρ.).— Ὁ Ἰταλός πρωθυπουργός ἀνεχώρησεν ἐκ Παρισίων μετά τάς συνομιλίας του μέ τόν στρατηγόν Ντέ Γκώλ. bbox=[589, 1005, 781, 1054]
paragraph: ΔΑΜΑΣΚΟΣ, 20. (Ἀσσοσ. Πρές.).— Εἰς λόγον, τόν ὁποῖον ἐξεφώνησεν ἐνταῦθα ὁ Πρόεδρος Νάσσερ, ἐτόνισεν ὅτι τό ἀραβικόν ἔθνος δέν θά δεχθῇ ξένας ἐπεμβάσεις. bbox=[1374, 402, 1551, 462]
headline-atomic: ΑΙ ΑΤΟΜΙΚΑΙ ΕΚΡΗΞΕΙΣ ΕΙΣ ΜΕΓΑ ΥΨΟΣ ΑΧΡΗΣΤΕΥΟΥΝ ΤΕΛΕΙΩΣ ΤΑ ΡΑΝΤΑΡ bbox=[73, 1751, 530, 1804]
paragraph: ΒΑΣΙΓΚΤΩΝ, 20. (Ἀσσ. Πρές.).— Ἡ ἐπιχείρησις «Ἄργος» ἀπέδειξεν ὅτι αἱ ἀτομικαί ἐκρήξεις εἰς μέγα ὕψος διαταράσσουν τάς ραδιοεπικοινωνίας. bbox=[401, 1851, 581, 1899]
paragraph: ΒΑΣΙΓΚΤΩΝ, 20. (Ἀσσοσ. Πρές.).— Τό στρατοδικεῖον ἐπεκύρωσε τήν ποινήν τοῦ νέγρου λοχίου. bbox=[992, 1783, 1178, 1819]
paragraph: ΒΑΣΙΓΚΤΩΝ, 20. (Ἀσ. Πρ.).— Πολλοί Ἀμερικανοί ἐπισήμοι καί κοινοβουλευτικοί ἐκπρόσωποι διετύπωσαν τήν γνώμην ὅτι αἱ συνομιλίαι θά ὁδηγήσουν εἰς ἐπαναπροσέγγισιν. bbox=[22, 302, 212, 363]
section-head: ΤΙ ΛΕΓΕΙ Ο ΠΡΙΓΚΗΨ bbox=[624, 1875, 745, 1889]
section-head: ΤΟ «ΤΑΜΠΑΣ» bbox=[74, 367, 160, 381]
subhead-summit: ΕΓΝΩΣΘΗ ΟΤΙ ΚΑΤΑ ΤΗΝ ΠΡΩΤΗΝ ΗΜΕΡΑΝ ΕΞΕΔΗΛΩΘΗΣΑΝ ΒΑΘΕΙΑΙ ΔΙΑΦΩΝΙΑΙ bbox=[56, 160, 576, 208]
headline-trial: ΑΝΕΒΛΗΘΗ Η ΔΙΚΗ ΤΗΣ ΔΗΜΗΤΡΙΑΔΟΥ ΚΑΤΗΓΟΡΟΥΜΕΝΗΣ ΕΠΙ ΣΩΜΑΤΕΜΠΟΡΙΑ ΛΟΓΩ ΑΠΟΥΣΙΑΣ ΟΥΣΙΩΔΩΝ ΜΑΡΤΥΡΩΝ bbox=[607, 1253, 964, 1305]
paragraph: Η ἀίθουσα εἰς τήν ὁποίαν ἐγένετο ἡ συνάντησις ἀνήκει εἰς τάς ἀμερικανικάς ἐγκαταστάσεις τῆς νήσου. bbox=[221, 418, 411, 455]
article-atomic bbox=[22, 1743, 581, 2307]
paragraph: Τό συμπληρωματικόν ἐπίδομα ἀνεργίας θά καταβληθῇ εἰς τούς καπνεργάτας οἱ ὁποῖοι ἐπραγματοποίησαν ἡμερομίσθια κατά τήν περίοδον 1955–1956. bbox=[22, 1531, 202, 1579]
article-athens-news bbox=[992, 1924, 1178, 2307]
paragraph: ΔΑΜΑΣΚΟΣ, 20. (Ἀσσοσ. Πρές.).— Εἰς λόγον, τόν ὁποῖον ἐξεφώνησεν ἐνταῦθα ὁ Πρόεδρος Νάσσερ, ἐτόνισεν ὅτι τό ἀραβικόν ἔθνος δέν θά δεχθῇ ξένας ἐπεμβάσεις. bbox=[1186, 464, 1365, 525]
paragraph: ΔΑΜΑΣΚΟΣ, 20. (Ἀσσοσ. Πρές.).— Εἰς λόγον, τόν ὁποῖον ἐξεφώνησεν ἐνταῦθα ὁ Πρόεδρος Νάσσερ, ἐτόνισεν ὅτι τό ἀραβικόν ἔθνος δέν θά δεχθῇ ξένας ἐπεμβάσεις. bbox=[1000, 216, 1177, 277]
body-tibet bbox=[1188, 1953, 1551, 2142]
column-rule bbox=[619, 20, 620, 805]
headline-tibet: ΟΙ ΚΙΝΕΖΟΙ ΕΠΙΧΕΙΡΗΣΑΝΤΕΣ ΝΑ ΣΥΛΛΑΒΟΥΝ ΤΟΝ ΔΑΛΑΪ-ΛΑΜΑ ΠΡΟΥΚΑΛΕΣΑΝ ΤΗΝ ΕΞΕΓΕΡΣΙΝ ΤΩΝ ΚΑΤΟΙΚΩΝ ΕΙΣ ΤΟ ΘΙΒΕΤ bbox=[1203, 1855, 1537, 1944]
headline-venizelos: Ο κ. ΣΟΦ. ΒΕΝΙΖΕΛΟΣ ΕΠΕΣΚΕΦΘΗ ΤΟΝ κ. ΓΡΙΒΑΝ bbox=[628, 126, 988, 173]
paragraph: ΣΟΦΙΑ, 20. (Ρόυτερ).— Ἡ «Ραμποτνιτσέσκο Ντέλο» ἐπιτίθεται σήμερον κατά τοῦ στρατάρχου Τίτο διά τάς δηλώσεις του περί τῆς πολιτικῆς τοῦ κομμουνιστικοῦ συνασπισμοῦ. bbox=[1375, 1075, 1551, 1136]
article-trial bbox=[589, 1247, 982, 1492]
paragraph: ΣΟΦΙΑ, 20. (Ρόυτερ).— Ἡ «Ραμποτνιτσέσκο Ντέλο» ἐπιτίθεται σήμερον κατά τοῦ στρατάρχου Τίτο διά τάς δηλώσεις του περί τῆς πολιτικῆς τοῦ κομμουνιστικοῦ συνασπισμοῦ. bbox=[1188, 980, 1365, 1041]
headline-unemployed: ΗΥΞΗΘΗ ΚΑΤΑ 20.000 Ο ΑΡΙΘΜΟΣ ΤΩΝ ΑΕΡΓΩΝ bbox=[1209, 1292, 1531, 1325]
paragraph: ΝΕΟΝ ΔΕΛΧΙ, 20. (Ρόυτερ).— Διθεσιωτι, ἐνταῦθα ἔγκυροι πηγαί, ἡ ἐξέγερσις τῶν κατοίκων τοῦ Θιβέτ ἐξεδηλώθη ὅταν οἱ Κινέζοι ἐπεχείρησαν νά συλλάβουν τόν Δαλάϊ-Λάμα. bbox=[1375, 2016, 1551, 2076]
paragraph: ΠΑΡΙΣΙΟΙ, 20. (Ἀσ. Πρ.).— Ὁ Ἰταλός πρωθυπουργός ἀνεχώρησεν ἐκ Παρισίων μετά τάς συνομιλίας του μέ τόν στρατηγόν Ντέ Γκώλ. bbox=[589, 955, 781, 1003]
paragraph: ΑΘΗΝΑΙ, 20.— Ὁ ἀρχηγός τοῦ κόμματος τῶν Φιλελευθέρων κ. Σοφ. Βενιζέλος ἐπεσκέφθη τόν στρατηγόν Γρίβαν καί συνωμίλησεν ἐπί μακρόν. bbox=[628, 375, 803, 423]
paragraph: ΔΑΜΑΣΚΟΣ, 20. (Ἀσσοσ. Πρές.).— Εἰς λόγον, τόν ὁποῖον ἐξεφώνησεν ἐνταῦθα ὁ Πρόεδρος Νάσσερ, ἐτόνισεν ὅτι τό ἀραβικόν ἔθνος δέν θά δεχθῇ ξένας ἐπεμβάσεις. bbox=[1000, 424, 1177, 485]
article-muslims bbox=[992, 1595, 1178, 1743]
paragraph: ΔΑΜΑΣΚΟΣ, 20. (Ἀσσοσ. Πρές.).— Εἰς λόγον, τόν ὁποῖον ἐξεφώνησεν ἐνταῦθα ὁ Πρόεδρος Νάσσερ, ἐτόνισεν ὅτι τό ἀραβικόν ἔθνος δέν θά δεχθῇ ξένας ἐπεμβάσεις. bbox=[1000, 280, 1177, 340]
body-venizelos bbox=[628, 286, 988, 605]
headline-muslims: ΘΑ ΕΙΝΑΙ «ΑΠΙΣΤΟΣ» Ο ΜΟΥΣΟΥΛΜΑΝΟΣ ΚΟΜΜΟΥΝΙΣΤΗΣ bbox=[1009, 1595, 1161, 1634]
body-trial bbox=[589, 1312, 982, 1414]
paragraph: ΛΟΝΔΙΝΟΝ, 20. (Ρόυτερ).— Οἱ διπλωματικοί κύκλοι παρακολουθοῦν μέ ἐνδιαφέρον τάς συνομιλίας τῶν δυτικῶν ἡγετῶν. bbox=[22, 1058, 202, 1107]
paragraph: ΛΟΝΔΙΝΟΝ, 20. (Ρόυτερ).— Οἱ διπλωματικοί κύκλοι παρακολουθοῦν μέ ἐνδιαφέρον τάς συνομιλίας τῶν δυτικῶν ἡγετῶν. bbox=[211, 1078, 392, 1126]
paragraph: Ὁ κ. Αἰζενχάουερ ἐξέφρασε τήν εὐχήν ὅπως αἱ συνομιλίαι ἀποβοῦν ἐπωφελεῖς διά τήν ἑνότητα τῆς Δύσεως. bbox=[22, 384, 212, 420]
paragraph: ΔΑΜΑΣΚΟΣ, 20. (Ἀσσοσ. Πρές.).— Εἰς λόγον, τόν ὁποῖον ἐξεφώνησεν ἐνταῦθα ὁ Πρόεδρος Νάσσερ, ἐτόνισεν ὅτι τό ἀραβικόν ἔθνος δέν θά δεχθῇ ξένας ἐπεμβάσεις. bbox=[1186, 238, 1365, 298]
headline-jordan: Ο ΠΡΩΘΥΠΟΥΡΓΟΣ ΤΗΣ ΙΟΡΔΑΝΙΑΣ ΕΙΣ ΤΗΝ Ν. ΥΟΡΚΗΝ bbox=[1211, 1666, 1529, 1697]
body-sergeant bbox=[992, 1783, 1178, 1859]
section-head: Η ΝΕΑ ΜΑΧΗ bbox=[1236, 302, 1315, 316]
paragraph: Τό συμπληρωματικόν ἐπίδομα ἀνεργίας θά καταβληθῇ εἰς τούς καπνεργάτας οἱ ὁποῖοι ἐπραγματοποίησαν ἡμερομίσθια κατά τήν περίοδον 1955–1956. bbox=[211, 1582, 392, 1630]
paragraph: ΒΑΣΙΓΚΤΩΝ, 20. (Ἀσσ. Πρές.).— Ἡ ἐπιχείρησις «Ἄργος» ἀπέδειξεν ὅτι αἱ ἀτομικαί ἐκρήξεις εἰς μέγα ὕψος διαταράσσουν τάς ραδιοεπικοινωνίας. bbox=[401, 1933, 581, 1982]
section-head: ΤΟ ΜΗΝΥΜΑ ΤΟΥ ΝΤΕ ΓΚΩΛ bbox=[406, 1080, 576, 1094]
paragraph: ΛΟΝΔΙΝΟΝ, 20. (Ρόυτερ).— Οἱ διπλωματικοί κύκλοι παρακολουθοῦν μέ ἐνδιαφέρον τάς συνομιλίας τῶν δυτικῶν ἡγετῶν. bbox=[211, 957, 392, 1005]
paragraph: ΔΑΜΑΣΚΟΣ, 20. (Ἀσσοσ. Πρές.).— Εἰς λόγον, τόν ὁποῖον ἐξεφώνησεν ἐνταῦθα ὁ Πρόεδρος Νάσσερ, ἐτόνισεν ὅτι τό ἀραβικόν ἔθνος δέν θά δεχθῇ ξένας ἐπεμβάσεις. bbox=[1000, 507, 1177, 567]
masthead bbox=[628, 34, 988, 121]
paragraph: Τό συμπληρωματικόν ἐπίδομα ἀνεργίας θά καταβληθῇ εἰς τούς καπνεργάτας οἱ ὁποῖοι ἐπραγματοποίησαν ἡμερομίσθια κατά τήν περίοδον 1955–1956. bbox=[401, 1531, 581, 1579]
section-head: ΤΟ ΕΝΔΙΑΦΕΡΟΝ ΤΟΥ ΤΙΤΟ bbox=[31, 1111, 192, 1125]
paragraph: ΒΑΣΙΓΚΤΩΝ, 20. (Ἀσσ. Πρές.).— Ἡ ἐπιχείρησις «Ἄργος» ἀπέδειξεν ὅτι αἱ ἀτομικαί ἐκρήξεις εἰς μέγα ὕψος διαταράσσουν τάς ραδιοεπικοινωνίας. bbox=[211, 1902, 392, 1950]
column-rule bbox=[993, 20, 994, 903]
paragraph: Ἐνώπιον τοῦ τριμελοῦς πλημμελειοδικείου ἐπρόκειτο νά ἐκδικασθῇ χθές ἡ ὑπόθεσις, ἀλλά ἀνεβλήθη λόγῳ ἀπουσίας μαρτύρων κατηγορίας. bbox=[589, 1312, 781, 1360]
headline-market: ΜΕΓΑΛΥΤΕΡΑ ΕΙΝΑΙ ΕΦΕΤΟΣ Η ΚΡΙΣΙΣ ΤΗΣ ΑΓΟΡΑΣ ΤΟΝΙΖΕΙ Ο ΠΡΟΕΔΡΟΣ ΤΟΥ ΣΥΛΛΟΓΟΥ ΕΜΠΟΡΩΝ ΑΘΗΝΩΝ bbox=[592, 2039, 979, 2084]
paragraph: ΑΘΗΝΑΙ, 20.— Ὁ ἀρχηγός τοῦ κόμματος τῶν Φιλελευθέρων κ. Σοφ. Βενιζέλος ἐπεσκέφθη τόν στρατηγόν Γρίβαν καί συνωμίλησεν ἐπί μακρόν. bbox=[813, 324, 988, 373]
headline-gaitskell: Οἱ κ. κ. ΓΚΕΝΣΕΛ ΚΑΙ ΜΠΕΒΑΝ ΕΙΣ ΤΗΝ ΡΩΣΣΙΚΗΝ ΠΡΕΣΒΕΙΑΝ bbox=[999, 918, 1171, 962]
article-smiles bbox=[22, 913, 581, 1473]
paragraph: ΚΟΛΩΝΙΑ, Γερμανία, 20. (Ἀσσοσ. Πρές.).— Ὁ πρίγκηψ Ὀρσίνι ἐδήλωσεν ὅτι αἱ σχέσεις του εἶναι ἀπλῶς φιλικαί. bbox=[790, 1873, 982, 1910]
paragraph: ΛΟΝΔΙΝΟΝ, 20. (Ἀσ. Πρ.).— Ὁ ἀρχηγός τῶν Ἐργατικῶν κ. Γκέϊτσκελ καί ὁ κ. Μπέβαν παρέστησαν εἰς δεξίωσιν τῆς σοβιετικῆς πρεσβείας. bbox=[992, 967, 1178, 1015]
paragraph: ΛΟΝΔΙΝΟΝ, 20. (Ρόυτερ).— Οἱ διπλωματικοί κύκλοι παρακολουθοῦν μέ ἐνδιαφέρον τάς συνομιλίας τῶν δυτικῶν ἡγετῶν. bbox=[401, 1097, 581, 1145]
headline-antiair: ΤΟ ΑΡΧΗΓΕΙΟΝ ΑΝΤΙΑΕΡΟΠΟΡΙΚΗΣ ΑΜΥΝΗΣ ΤΗΣ Β. ΑΜΕΡΙΚΗΣ ΘΑ ΓΙΝΗ ΕΙΣ ΤΑ ΟΡΗ ΚΟΛΟΡΑΝΤΟ bbox=[591, 1508, 980, 1560]
body-smiles bbox=[22, 957, 581, 1230]
headline-argos: ΤΙ ΑΠΕΔΕΙΞΕΝ Η «ΕΠΙΧΕΙΡΗΣΙΣ ΑΡΓΟΣ» bbox=[74, 1811, 529, 1840]
paragraph: ΣΟΦΙΑ, 20. (Ρόυτερ).— Ἡ «Ραμποτνιτσέσκο Ντέλο» ἐπιτίθεται σήμερον κατά τοῦ στρατάρχου Τίτο διά τάς δηλώσεις του περί τῆς πολιτικῆς τοῦ κομμουνιστικοῦ συνασπισμοῦ. bbox=[1188, 1106, 1365, 1166]
paragraph: ΒΑΣΙΓΚΤΩΝ, 20. (Ἀσσ. Πρές.).— Τό ὑπουργεῖον Ἀμύνης ἀνεκοίνωσεν τήν κατασκευήν ὑπογείου ἀρχηγείου. bbox=[790, 1567, 982, 1603]
